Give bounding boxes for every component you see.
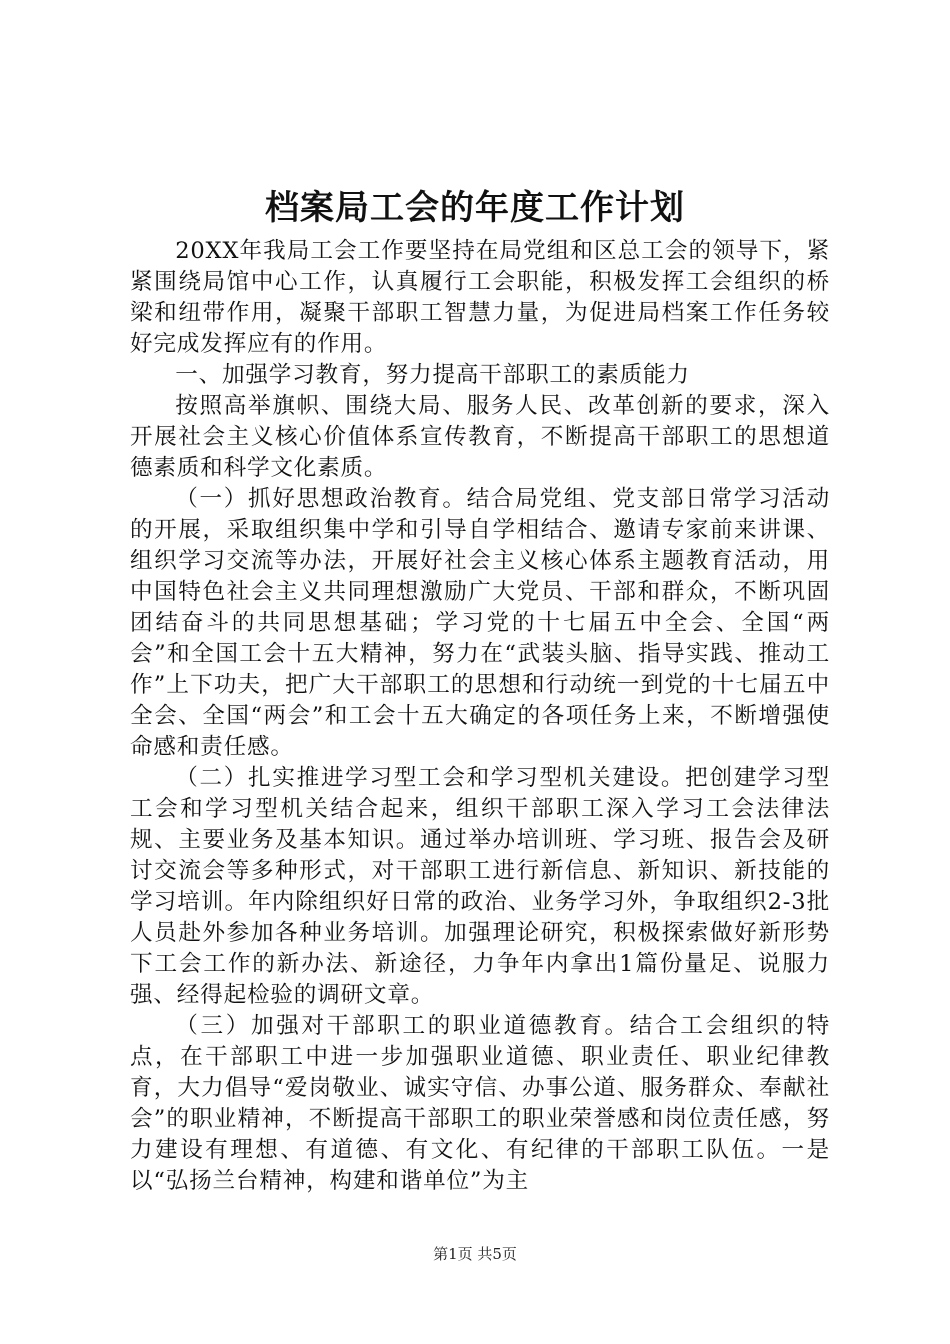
paragraph-intro: 20XX年我局工会工作要坚持在局党组和区总工会的领导下，紧紧围绕局馆中心工作，认真履行工会职能，积极发挥工会组织的桥梁和纽带作用，凝聚干部职工智慧力量，为促进局档案工作任务较好完成发挥应有的作用。 (130, 238, 830, 357)
section-heading-1: 一、加强学习教育，努力提高干部职工的素质能力 (175, 362, 690, 388)
document-body (130, 236, 830, 1197)
document-title: 档案局工会的年度工作计划 (265, 188, 685, 228)
paragraph-section-1-intro: 按照高举旗帜、围绕大局、服务人民、改革创新的要求，深入开展社会主义核心价值体系宣传教育，不断提高干部职工的思想道德素质和科学文化素质。 (130, 393, 830, 481)
paragraph-item-1: （一）抓好思想政治教育。结合局党组、党支部日常学习活动的开展，采取组织集中学和引导自学相结合、邀请专家前来讲课、组织学习交流等办法，开展好社会主义核心体系主题教育活动，用中国特色社会主义共同理想激励广大党员、干部和群众，不断巩固团结奋斗的共同思想基础；学习党的十七届五中全会、全国“两会”和全国工会十五大精神，努力在“武装头脑、指导实践、推动工作”上下功夫，把广大干部职工的思想和行动统一到党的十七届五中全会、全国“两会”和工会十五大确定的各项任务上来，不断增强使命感和责任感。 (130, 486, 830, 760)
paragraph-item-2: （二）扎实推进学习型工会和学习型机关建设。把创建学习型工会和学习型机关结合起来，组织干部职工深入学习工会法律法规、主要业务及基本知识。通过举办培训班、学习班、报告会及研讨交流会等多种形式，对干部职工进行新信息、新知识、新技能的学习培训。年内除组织好日常的政治、业务学习外，争取组织2-3批人员赴外参加各种业务培训。加强理论研究，积极探索做好新形势下工会工作的新办法、新途径，力争年内拿出1篇份量足、说服力强、经得起检验的调研文章。 (130, 765, 830, 1008)
page-footer: 第1页 共5页 (433, 1245, 517, 1263)
paragraph-item-3: （三）加强对干部职工的职业道德教育。结合工会组织的特点，在干部职工中进一步加强职业道德、职业责任、职业纪律教育，大力倡导“爱岗敬业、诚实守信、办事公道、服务群众、奉献社会”的职业精神，不断提高干部职工的职业荣誉感和岗位责任感，努力建设有理想、有道德、有文化、有纪律的干部职工队伍。一是以“弘扬兰台精神，构建和谐单位”为主 (130, 1013, 830, 1194)
